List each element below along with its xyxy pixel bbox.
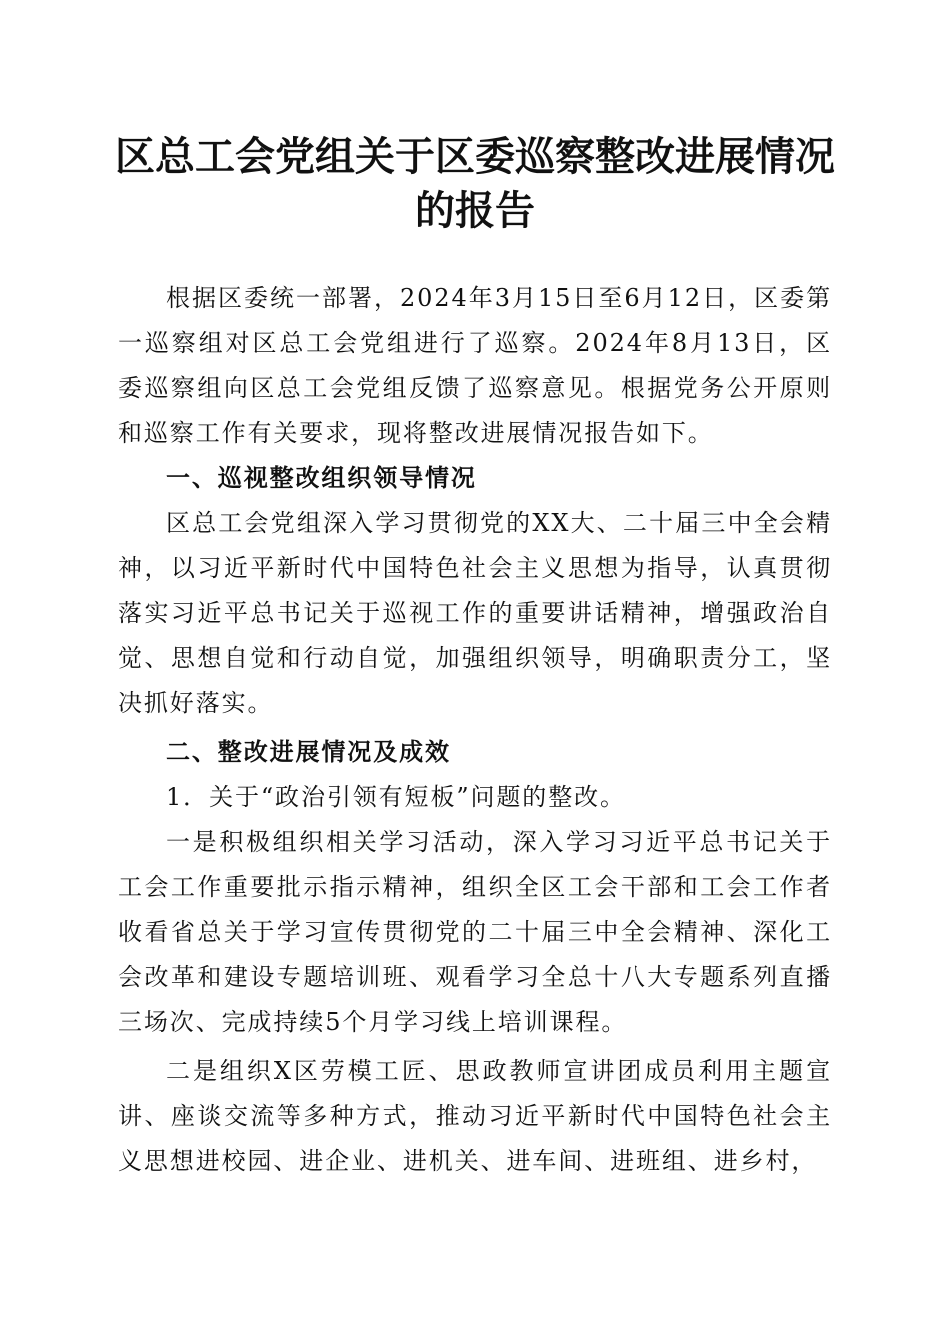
section-heading-2: 二、整改进展情况及成效 — [166, 738, 451, 766]
issue-1-paragraph: 1．关于“政治引领有短板”问题的整改。 — [166, 783, 626, 811]
document-body — [118, 276, 832, 1184]
intro-paragraph: 根据区委统一部署，2024年3月15日至6月12日，区委第一巡察组对区总工会党组进行了巡察。2024年8月13日，区委巡察组向区总工会党组反馈了巡察意见。根据党务公开原则和巡察工作有关要求，现将整改进展情况报告如下。 — [118, 284, 832, 447]
measure-1-paragraph: 一是积极组织相关学习活动，深入学习习近平总书记关于工会工作重要批示指示精神，组织全区工会干部和工会工作者收看省总关于学习宣传贯彻党的二十届三中全会精神、深化工会改革和建设专题培训班、观看学习全总十八大专题系列直播三场次、完成持续5个月学习线上培训课程。 — [118, 828, 832, 1036]
section-heading-1: 一、巡视整改组织领导情况 — [166, 464, 477, 492]
document-title: 区总工会党组关于区委巡察整改进展情况的报告 — [115, 133, 835, 234]
leadership-paragraph: 区总工会党组深入学习贯彻党的XX大、二十届三中全会精神，以习近平新时代中国特色社会主义思想为指导，认真贯彻落实习近平总书记关于巡视工作的重要讲话精神，增强政治自觉、思想自觉和行动自觉，加强组织领导，明确职责分工，坚决抓好落实。 — [118, 509, 832, 717]
measure-2-paragraph: 二是组织X区劳模工匠、思政教师宣讲团成员利用主题宣讲、座谈交流等多种方式，推动习近平新时代中国特色社会主义思想进校园、进企业、进机关、进车间、进班组、进乡村， — [118, 1057, 832, 1175]
